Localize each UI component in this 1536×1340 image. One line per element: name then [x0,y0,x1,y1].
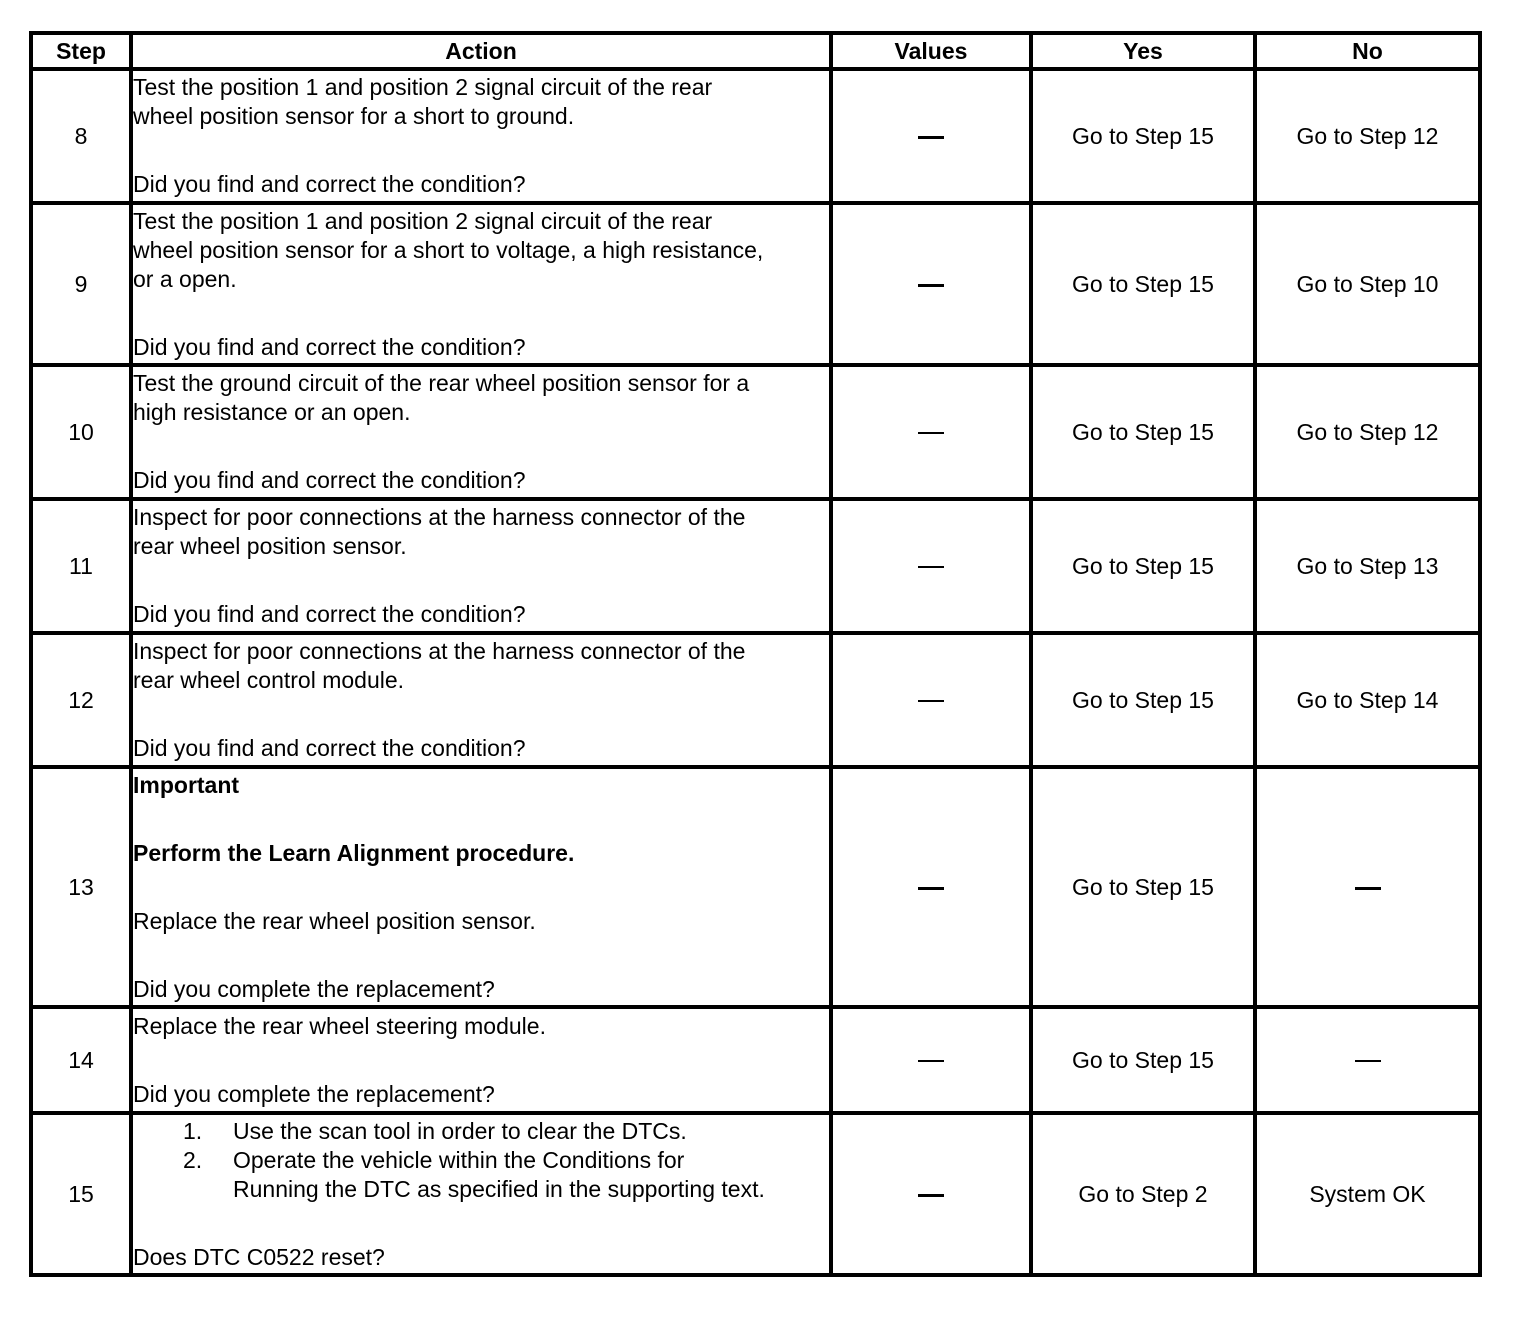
values-cell [831,767,1031,1007]
action-question: Did you complete the replacement? [133,975,495,1002]
procedure-item [183,1117,829,1146]
values-cell [831,633,1031,767]
values-cell [831,203,1031,365]
action-question: Did you find and correct the condition? [133,333,526,360]
action-question: Did you find and correct the condition? [133,735,526,761]
important-heading: Important [133,771,240,798]
table-row [31,767,1480,1007]
no-cell: Go to Step 12 [1255,69,1480,203]
action-line: Replace the rear wheel position sensor. [133,907,536,934]
procedure-item-number: 2. [183,1146,203,1173]
table-row [31,1113,1480,1275]
action-line: high resistance or an open. [133,399,411,425]
action-cell [131,203,831,365]
em-dash [918,136,944,139]
procedure-item [183,1146,829,1204]
action-cell [131,69,831,203]
table-row [31,633,1480,767]
table-row [31,203,1480,365]
action-line: Test the ground circuit of the rear wheel position sensor for a [133,370,750,396]
action-line: Replace the rear wheel steering module. [133,1012,546,1039]
em-dash [918,566,944,568]
yes-cell: Go to Step 15 [1031,203,1255,365]
header-row [31,33,1480,69]
diagnostic-table [29,31,1482,1277]
yes-cell: Go to Step 15 [1031,69,1255,203]
important-note: Perform the Learn Alignment procedure. [133,839,575,866]
header-yes: Yes [1031,33,1255,69]
values-cell [831,69,1031,203]
action-line: wheel position sensor for a short to ground. [133,103,575,129]
step-number: 11 [31,499,131,633]
em-dash [1355,1060,1381,1062]
action-question: Did you complete the replacement? [133,1080,495,1107]
values-cell [831,365,1031,499]
header-values: Values [831,33,1031,69]
no-cell [1255,767,1480,1007]
no-cell: Go to Step 12 [1255,365,1480,499]
action-line: Test the position 1 and position 2 signal circuit of the rear [133,207,713,234]
action-cell [131,633,831,767]
action-question: Does DTC C0522 reset? [133,1243,385,1270]
action-cell [131,499,831,633]
no-cell [1255,1007,1480,1113]
table-row [31,69,1480,203]
values-cell [831,1007,1031,1113]
action-cell [131,1007,831,1113]
step-number: 8 [31,69,131,203]
action-cell [131,1113,831,1275]
table-row [31,365,1480,499]
header-step: Step [31,33,131,69]
em-dash [918,887,944,890]
values-cell [831,499,1031,633]
action-line: rear wheel control module. [133,667,405,693]
no-cell: Go to Step 10 [1255,203,1480,365]
action-cell [131,767,831,1007]
yes-cell: Go to Step 15 [1031,365,1255,499]
yes-cell: Go to Step 15 [1031,633,1255,767]
action-question: Did you find and correct the condition? [133,601,526,627]
no-cell: System OK [1255,1113,1480,1275]
table-row [31,499,1480,633]
action-line: Inspect for poor connections at the harness connector of the [133,638,746,664]
step-number: 12 [31,633,131,767]
em-dash [918,700,944,702]
action-line: or a open. [133,265,237,292]
header-no: No [1255,33,1480,69]
procedure-item-number: 1. [183,1117,203,1144]
em-dash [918,432,944,434]
step-number: 14 [31,1007,131,1113]
action-line: rear wheel position sensor. [133,533,407,559]
yes-cell: Go to Step 15 [1031,767,1255,1007]
procedure-item-line: Running the DTC as specified in the supporting text. [233,1175,765,1202]
action-line: Test the position 1 and position 2 signal circuit of the rear [133,74,713,100]
action-cell [131,365,831,499]
em-dash [918,1194,944,1197]
procedure-list [133,1117,829,1204]
yes-cell: Go to Step 15 [1031,1007,1255,1113]
action-line: Inspect for poor connections at the harness connector of the [133,504,746,530]
header-action: Action [131,33,831,69]
action-question: Did you find and correct the condition? [133,171,526,197]
procedure-item-line: Operate the vehicle within the Conditions for [233,1146,685,1173]
em-dash [918,284,944,287]
yes-cell: Go to Step 2 [1031,1113,1255,1275]
action-question: Did you find and correct the condition? [133,467,526,493]
action-line: wheel position sensor for a short to voltage, a high resistance, [133,236,764,263]
step-number: 9 [31,203,131,365]
em-dash [1355,887,1381,890]
table-row [31,1007,1480,1113]
step-number: 13 [31,767,131,1007]
step-number: 10 [31,365,131,499]
procedure-item-line: Use the scan tool in order to clear the DTCs. [233,1117,687,1144]
no-cell: Go to Step 14 [1255,633,1480,767]
no-cell: Go to Step 13 [1255,499,1480,633]
step-number: 15 [31,1113,131,1275]
yes-cell: Go to Step 15 [1031,499,1255,633]
em-dash [918,1060,944,1062]
values-cell [831,1113,1031,1275]
